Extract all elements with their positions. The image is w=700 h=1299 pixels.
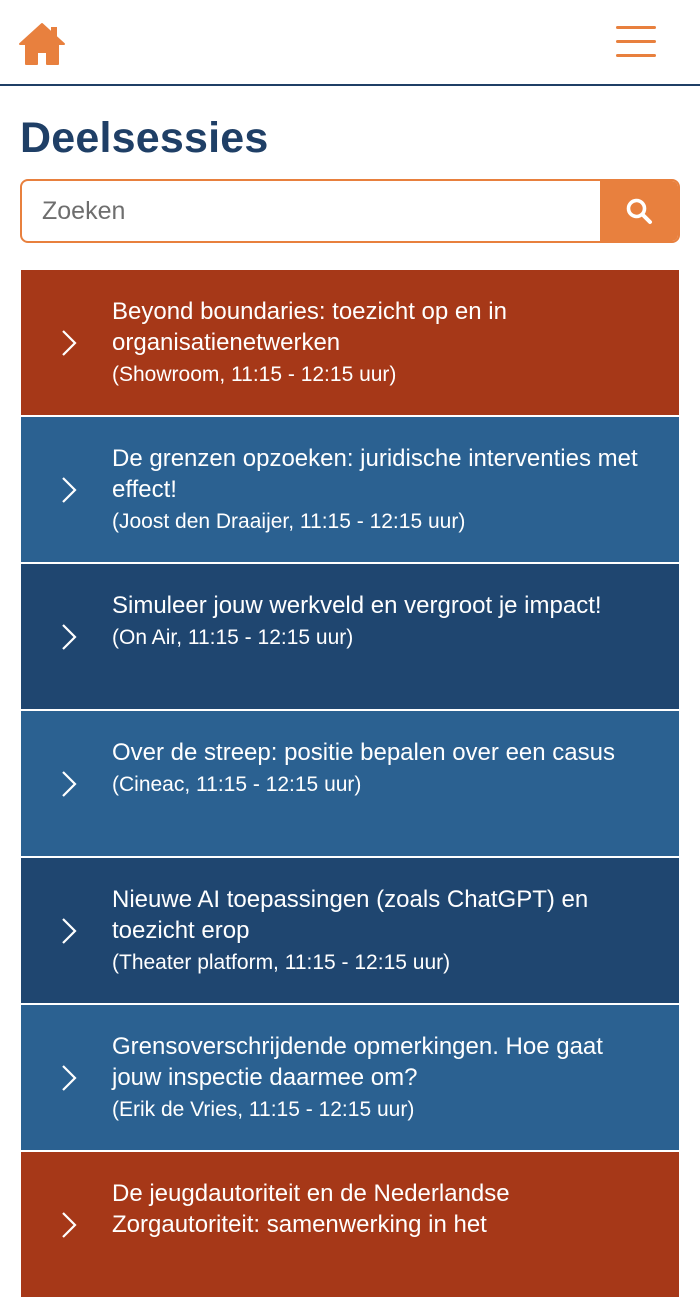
- session-title: De grenzen opzoeken: juridische interventies met effect!: [112, 445, 638, 503]
- home-icon: [18, 22, 66, 66]
- session-meta: (Showroom, 11:15 - 12:15 uur): [112, 363, 397, 386]
- menu-button[interactable]: [612, 22, 660, 62]
- session-text: [112, 590, 652, 653]
- session-item[interactable]: [21, 270, 679, 415]
- chevron-right-icon: [59, 916, 79, 946]
- top-bar: [0, 0, 700, 86]
- chevron-right-icon: [59, 328, 79, 358]
- chevron-right-icon: [59, 475, 79, 505]
- session-title: Nieuwe AI toepassingen (zoals ChatGPT) en toezicht erop: [112, 886, 589, 944]
- chevron-right-icon: [59, 622, 79, 652]
- session-item[interactable]: [21, 417, 679, 562]
- session-text: [112, 1031, 652, 1125]
- session-text: [112, 296, 652, 390]
- session-item[interactable]: [21, 1005, 679, 1150]
- session-item[interactable]: [21, 711, 679, 856]
- session-text: [112, 1178, 652, 1242]
- search-button[interactable]: [600, 181, 678, 241]
- search-input[interactable]: [22, 181, 602, 241]
- chevron-right-icon: [59, 1063, 79, 1093]
- chevron-right-icon: [59, 1210, 79, 1240]
- hamburger-menu-icon: [612, 22, 660, 62]
- session-meta: (Theater platform, 11:15 - 12:15 uur): [112, 951, 451, 974]
- chevron-right-icon: [59, 769, 79, 799]
- session-item[interactable]: [21, 858, 679, 1003]
- session-item[interactable]: [21, 564, 679, 709]
- search-bar: [20, 179, 680, 243]
- session-text: [112, 737, 652, 800]
- session-meta: (Cineac, 11:15 - 12:15 uur): [112, 773, 362, 796]
- session-text: [112, 443, 652, 537]
- session-item[interactable]: [21, 1152, 679, 1297]
- session-title: Beyond boundaries: toezicht op en in organisatienetwerken: [112, 298, 507, 356]
- session-list: [21, 270, 679, 1299]
- session-meta: (Joost den Draaijer, 11:15 - 12:15 uur): [112, 510, 466, 533]
- home-button[interactable]: [18, 22, 66, 66]
- session-title: Simuleer jouw werkveld en vergroot je impact!: [112, 592, 602, 619]
- session-text: [112, 884, 652, 978]
- session-meta: (On Air, 11:15 - 12:15 uur): [112, 626, 354, 649]
- session-title: Over de streep: positie bepalen over een casus: [112, 739, 615, 766]
- session-title: Grensoverschrijdende opmerkingen. Hoe gaat jouw inspectie daarmee om?: [112, 1033, 603, 1091]
- session-title: De jeugdautoriteit en de Nederlandse Zorgautoriteit: samenwerking in het: [112, 1180, 510, 1238]
- page-title: Deelsessies: [20, 114, 269, 162]
- search-icon: [625, 197, 653, 225]
- session-meta: (Erik de Vries, 11:15 - 12:15 uur): [112, 1098, 415, 1121]
